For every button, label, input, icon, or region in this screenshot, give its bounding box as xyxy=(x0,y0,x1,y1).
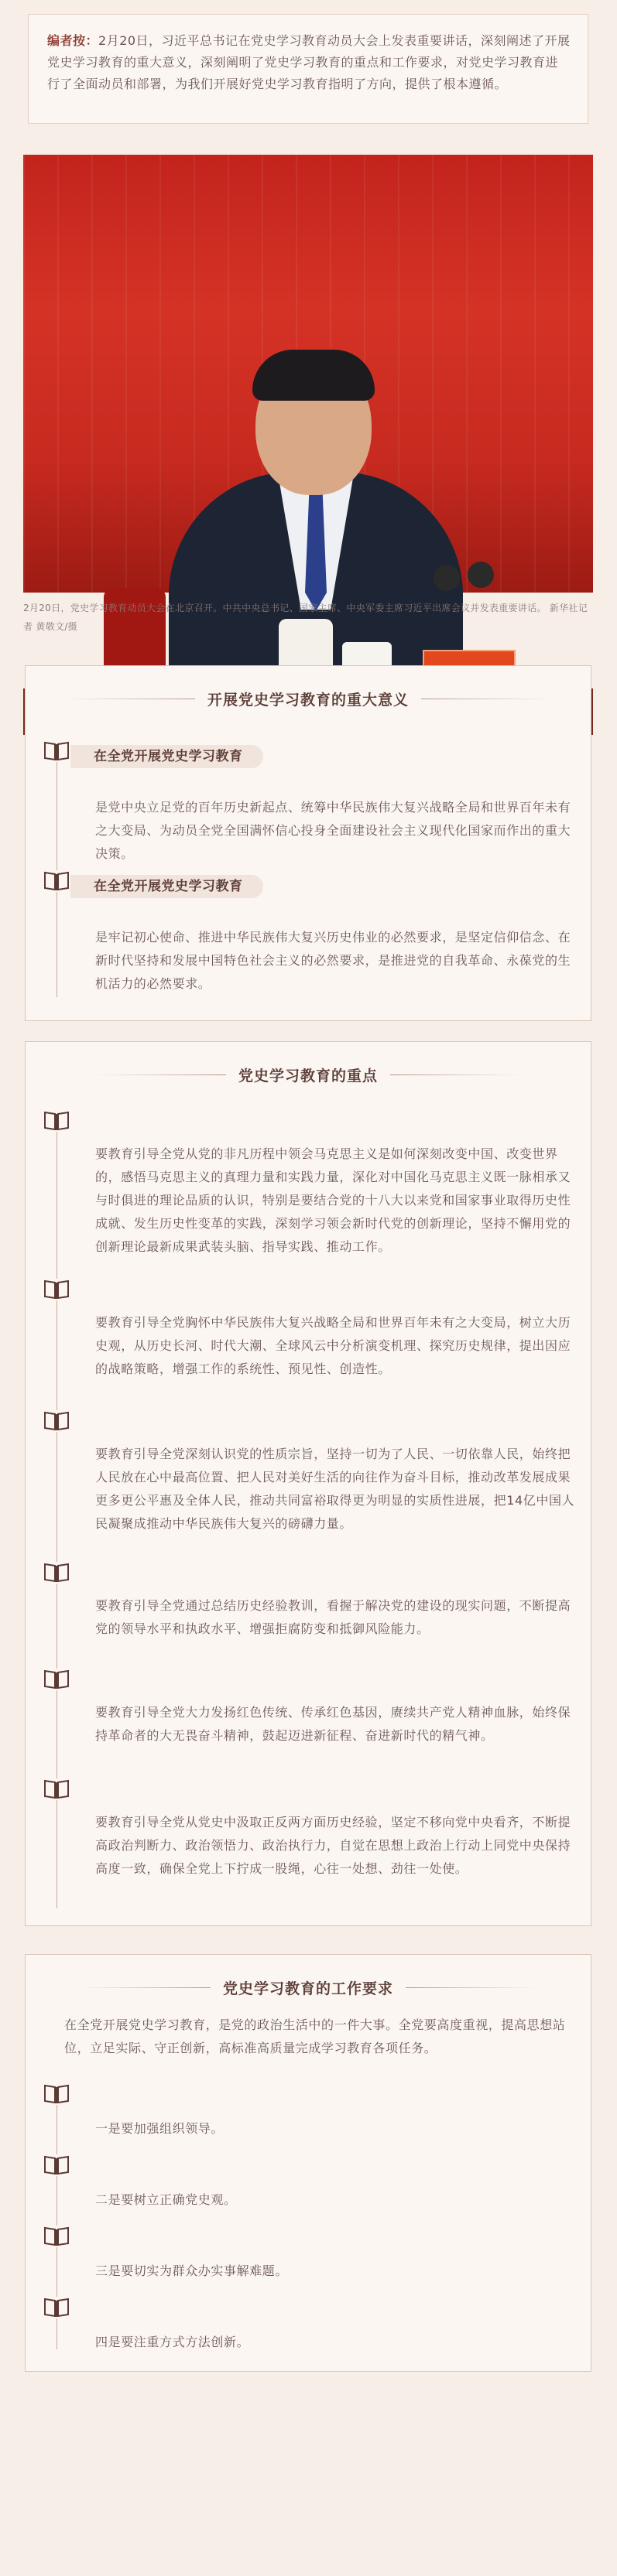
key-point-text: 要教育引导全党从党的非凡历程中领会马克思主义是如何深刻改变中国、改变世界的，感悟马克思主义的真理力量和实践力量，深化对中国化马克思主义既一脉相承又与时俱进的理论品质的认识，特别是要结合党的十八大以来党和国家事业取得历史性成就、发生历史性变革的实践，深刻学习领会新时代党的创新理论，坚持不懈用党的创新理论最新成果武装头脑、指导实践、推动工作。 xyxy=(95,1146,571,1254)
item-text: 是党中央立足党的百年历史新起点、统筹中华民族伟大复兴战略全局和世界百年未有之大变局、为动员全党全国满怀信心投身全面建设社会主义现代化国家而作出的重大决策。 xyxy=(95,800,571,861)
book-icon xyxy=(43,1410,70,1432)
requirement-text: 三是要切实为群众办实事解难题。 xyxy=(95,2263,289,2278)
key-point-text: 要教育引导全党大力发扬红色传统、传承红色基因，赓续共产党人精神血脉，始终保持革命者的大无畏奋斗精神，鼓起迈进新征程、奋进新时代的精气神。 xyxy=(95,1705,571,1743)
item-text: 是牢记初心使命、推进中华民族伟大复兴历史伟业的必然要求，是坚定信仰信念、在新时代坚持和发展中国特色社会主义的必然要求，是推进党的自我革命、永葆党的生机活力的必然要求。 xyxy=(95,930,571,991)
editor-note-prefix: 编者按： xyxy=(47,33,99,48)
book-icon xyxy=(43,2083,70,2105)
photo-caption: 2月20日，党史学习教育动员大会在北京召开。中共中央总书记、国家主席、中央军委主席习近平出席会议并发表重要讲话。 新华社记者 黄敬文/摄 xyxy=(23,603,588,632)
microphone-icon xyxy=(468,562,494,588)
requirement-text: 一是要加强组织领导。 xyxy=(95,2121,225,2136)
item-label: 在全党开展党史学习教育 xyxy=(70,875,263,898)
book-icon xyxy=(43,2297,70,2318)
book-icon xyxy=(43,740,70,762)
book-icon xyxy=(43,1279,70,1300)
requirements-intro: 在全党开展党史学习教育，是党的政治生活中的一件大事。全党要高度重视，提高思想站位，立足实际、守正创新，高标准高质量完成学习教育各项任务。 xyxy=(64,2017,566,2055)
news-photo xyxy=(23,155,593,593)
requirement-text: 四是要注重方式方法创新。 xyxy=(95,2335,250,2349)
section-key-points xyxy=(25,1041,591,1926)
section-work-requirements xyxy=(25,1954,591,2372)
section-significance xyxy=(25,665,591,1021)
book-icon xyxy=(43,2226,70,2247)
key-point-text: 要教育引导全党胸怀中华民族伟大复兴战略全局和世界百年未有之大变局，树立大历史观，从历史长河、时代大潮、全球风云中分析演变机理、探究历史规律，提出因应的战略策略，增强工作的系统性、预见性、创造性。 xyxy=(95,1315,571,1376)
microphone-icon xyxy=(434,565,460,591)
editor-note-text: 2月20日，习近平总书记在党史学习教育动员大会上发表重要讲话，深刻阐述了开展党史学习教育的重大意义，深刻阐明了党史学习教育的重点和工作要求，对党史学习教育进行了全面动员和部署，为我们开展好党史学习教育指明了方向，提供了根本遵循。 xyxy=(47,33,571,91)
book-icon xyxy=(43,1110,70,1132)
book-icon xyxy=(43,1669,70,1690)
key-point-text: 要教育引导全党深刻认识党的性质宗旨，坚持一切为了人民、一切依靠人民，始终把人民放在心中最高位置、把人民对美好生活的向往作为奋斗目标，推动改革发展成果更多更公平惠及全体人民，推动共同富裕取得更为明显的实质性进展，把14亿中国人民凝聚成推动中华民族伟大复兴的磅礴力量。 xyxy=(95,1447,575,1531)
key-point-text: 要教育引导全党从党史中汲取正反两方面历史经验，坚定不移向党中央看齐，不断提高政治判断力、政治领悟力、政治执行力，自觉在思想上政治上行动上同党中央保持高度一致，确保全党上下拧成一股绳，心往一处想、劲往一处使。 xyxy=(95,1815,571,1876)
section-title: 党史学习教育的重点 xyxy=(26,1065,591,1084)
section-title: 党史学习教育的工作要求 xyxy=(26,1978,591,1997)
book-icon xyxy=(43,870,70,892)
requirement-text: 二是要树立正确党史观。 xyxy=(95,2192,237,2207)
editor-note xyxy=(28,14,588,124)
item-label: 在全党开展党史学习教育 xyxy=(70,745,263,768)
book-icon xyxy=(43,2154,70,2176)
book-icon xyxy=(43,1778,70,1800)
section-title: 开展党史学习教育的重大意义 xyxy=(26,689,591,708)
book-icon xyxy=(43,1562,70,1584)
key-point-text: 要教育引导全党通过总结历史经验教训，看握于解决党的建设的现实问题，不断提高党的领导水平和执政水平、增强拒腐防变和抵御风险能力。 xyxy=(95,1598,571,1636)
